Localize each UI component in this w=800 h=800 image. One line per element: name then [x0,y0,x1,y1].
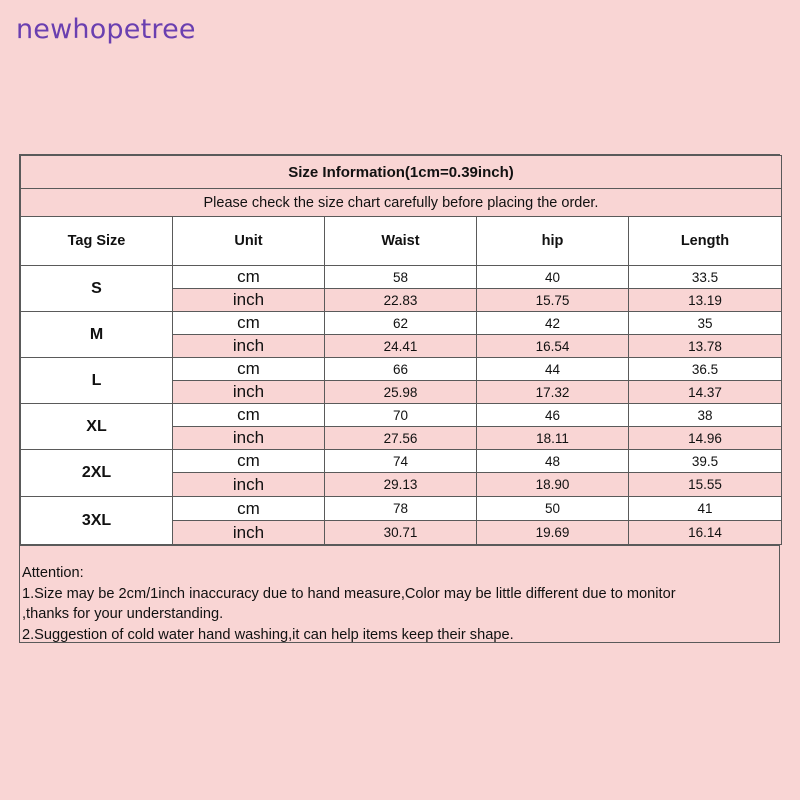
unit-cell: inch [173,473,325,497]
value-cell: 16.54 [477,335,629,358]
size-label: S [21,266,173,312]
unit-cell: cm [173,404,325,427]
unit-cell: cm [173,358,325,381]
size-label: L [21,358,173,404]
value-cell: 74 [325,450,477,473]
size-table [20,155,782,545]
value-cell: 24.41 [325,335,477,358]
unit-cell: inch [173,335,325,358]
value-cell: 35 [629,312,782,335]
value-cell: 18.90 [477,473,629,497]
value-cell: 13.78 [629,335,782,358]
value-cell: 44 [477,358,629,381]
header-unit: Unit [173,217,325,266]
value-cell: 40 [477,266,629,289]
note-line: Attention: [22,565,84,581]
value-cell: 29.13 [325,473,477,497]
value-cell: 25.98 [325,381,477,404]
value-cell: 22.83 [325,289,477,312]
value-cell: 14.37 [629,381,782,404]
table-title: Size Information(1cm=0.39inch) [21,156,782,189]
note-line: 1.Size may be 2cm/1inch inaccuracy due to hand measure,Color may be little different due to monitor [22,585,676,602]
unit-cell: cm [173,497,325,521]
value-cell: 16.14 [629,521,782,545]
note-line: ,thanks for your understanding. [22,606,224,622]
value-cell: 66 [325,358,477,381]
value-cell: 17.32 [477,381,629,404]
unit-cell: inch [173,381,325,404]
header-waist: Waist [325,217,477,266]
size-label: 2XL [21,450,173,497]
value-cell: 50 [477,497,629,521]
brand-watermark: newhopetree [16,14,196,45]
size-label: M [21,312,173,358]
unit-cell: inch [173,427,325,450]
value-cell: 14.96 [629,427,782,450]
size-label: XL [21,404,173,450]
note-line: 2.Suggestion of cold water hand washing,it can help items keep their shape. [22,626,514,643]
value-cell: 78 [325,497,477,521]
value-cell: 15.75 [477,289,629,312]
table-row [21,450,782,473]
size-chart [19,154,780,643]
unit-cell: inch [173,289,325,312]
value-cell: 30.71 [325,521,477,545]
value-cell: 70 [325,404,477,427]
value-cell: 38 [629,404,782,427]
table-row [21,404,782,427]
header-hip: hip [477,217,629,266]
value-cell: 33.5 [629,266,782,289]
unit-cell: cm [173,266,325,289]
header-tag-size: Tag Size [21,217,173,266]
table-subtitle: Please check the size chart carefully before placing the order. [21,189,782,217]
attention-notes [20,545,779,642]
unit-cell: inch [173,521,325,545]
size-label: 3XL [21,497,173,545]
unit-cell: cm [173,450,325,473]
value-cell: 41 [629,497,782,521]
table-row [21,358,782,381]
value-cell: 39.5 [629,450,782,473]
value-cell: 42 [477,312,629,335]
value-cell: 18.11 [477,427,629,450]
value-cell: 58 [325,266,477,289]
value-cell: 36.5 [629,358,782,381]
value-cell: 27.56 [325,427,477,450]
value-cell: 62 [325,312,477,335]
value-cell: 19.69 [477,521,629,545]
value-cell: 48 [477,450,629,473]
table-row [21,266,782,289]
value-cell: 15.55 [629,473,782,497]
table-row [21,312,782,335]
value-cell: 13.19 [629,289,782,312]
unit-cell: cm [173,312,325,335]
value-cell: 46 [477,404,629,427]
header-length: Length [629,217,782,266]
table-row [21,497,782,521]
